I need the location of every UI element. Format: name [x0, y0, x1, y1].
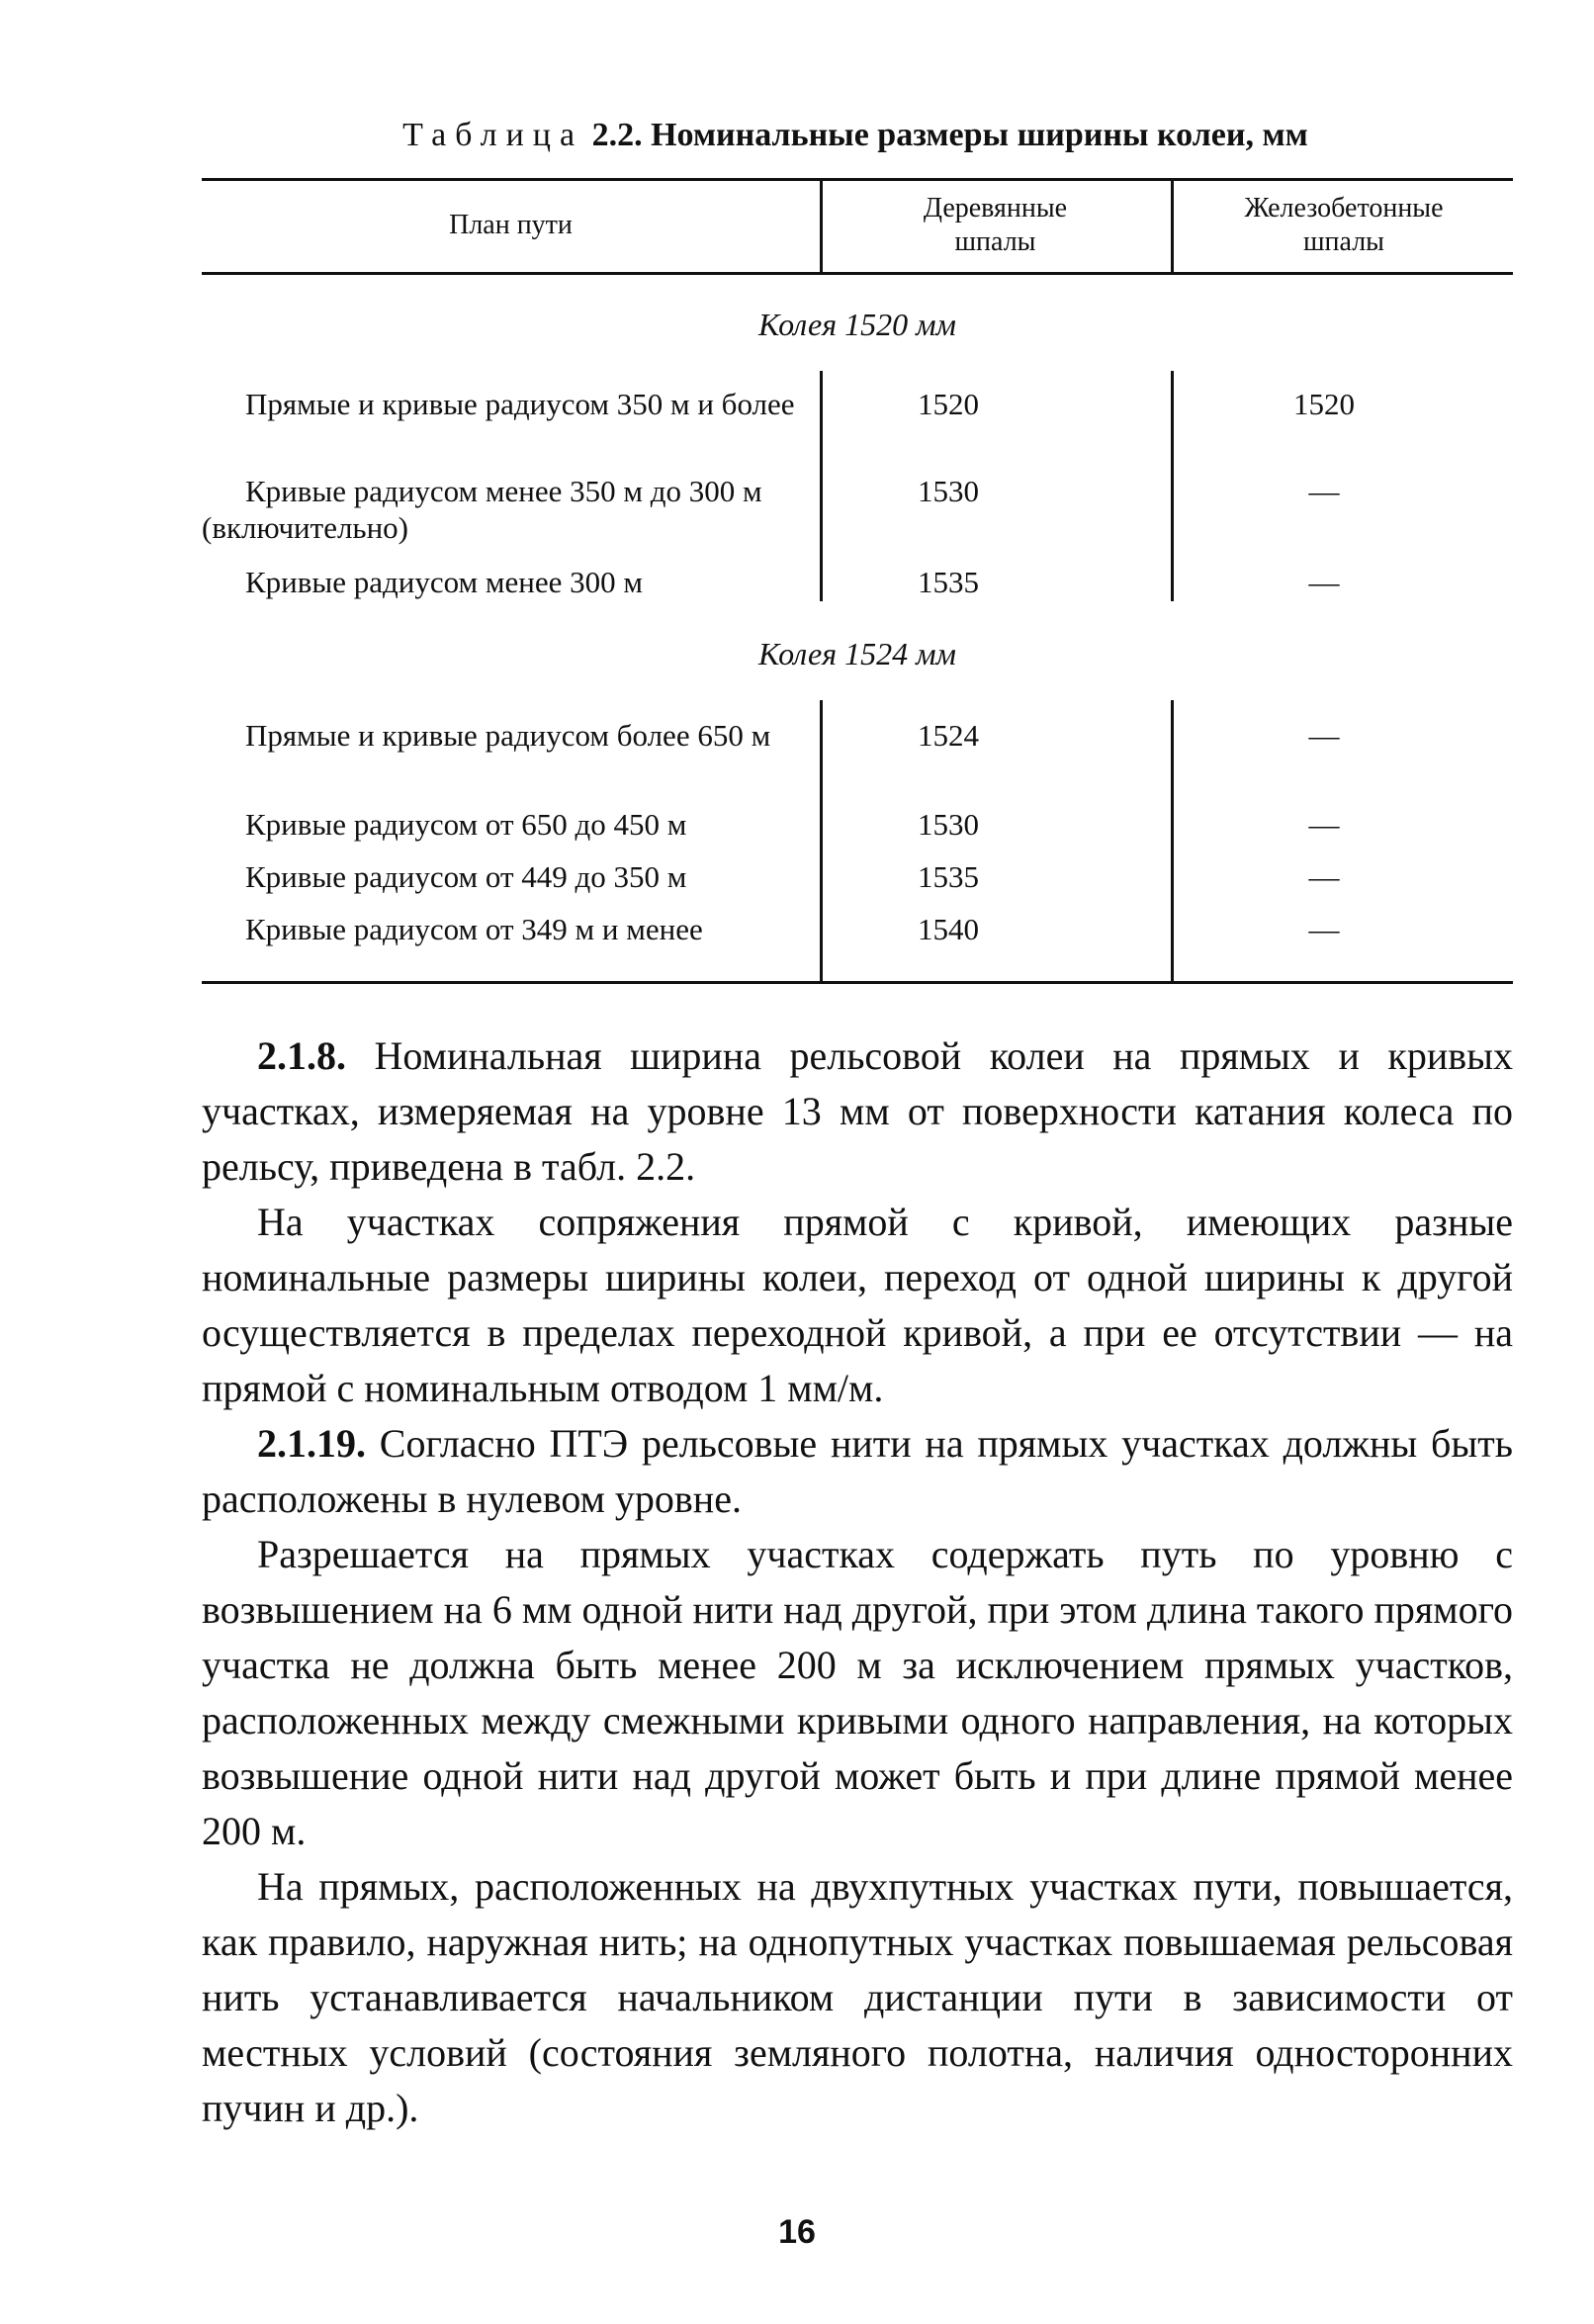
cell-concrete: —: [1308, 565, 1340, 599]
row-label: Кривые радиусом менее 300 м: [245, 565, 644, 599]
cell-wood: 1535: [918, 565, 979, 599]
paragraph-text: Разрешается на прямых участках содержать путь по уровню с возвышением на 6 мм одной нити над другой, при этом длина такого прямого участка не должна быть менее 200 м за исключением прямых участков, расположенных между смежными кривыми одного направления, на которых возвышение одной нити над другой может быть и при длине прямой менее 200 м.: [202, 1532, 1513, 1853]
header-separator: [1171, 178, 1174, 272]
header-separator: [820, 178, 823, 272]
header-concrete-sleepers-label: Железобетонные шпалы: [1244, 192, 1444, 257]
table-caption-label: Таблица: [402, 117, 584, 153]
section-title: Колея 1520 мм: [758, 307, 956, 342]
row-label: Прямые и кривые радиусом 350 м и более: [245, 387, 795, 421]
paragraph-text: Согласно ПТЭ рельсовые нити на прямых участках должны быть расположены в нулевом уровне.: [202, 1421, 1513, 1521]
row-label: Прямые и кривые радиусом более 650 м: [245, 718, 771, 753]
cell-concrete: —: [1308, 474, 1340, 508]
header-concrete-sleepers: [1176, 178, 1512, 272]
paragraph-text: Номинальная ширина рельсовой колеи на прямых и кривых участках, измеряемая на уровне 13 мм от поверхности катания колеса по рельсу, приведена в табл. 2.2.: [202, 1033, 1513, 1189]
paragraph-text: На прямых, расположенных на двухпутных участках пути, повышается, как правило, наружная нить; на однопутных участках повышаемая рельсовая нить устанавливается начальником дистанции пути в зависимости от местных условий (состояния земляного полотна, наличия односторонних пучин и др.).: [202, 1864, 1513, 2130]
header-plan: План пути: [449, 209, 573, 240]
header-wood-sleepers: [825, 178, 1166, 272]
row-label: Кривые радиусом от 349 м и менее: [245, 912, 703, 946]
paragraph: [202, 1416, 1513, 1527]
header-wood-sleepers-label: Деревянные шпалы: [923, 192, 1068, 257]
cell-wood: 1524: [918, 718, 979, 753]
cell-wood: 1530: [918, 474, 979, 508]
paragraph: [202, 1028, 1513, 1195]
cell-wood: 1530: [918, 807, 979, 842]
cell-concrete: —: [1308, 807, 1340, 842]
body-text: [202, 1028, 1513, 2136]
table-header-rule: [202, 272, 1513, 275]
cell-concrete: —: [1308, 718, 1340, 753]
gauge-table: [202, 178, 1513, 984]
cell-concrete: 1520: [1293, 387, 1355, 421]
table-bottom-rule: [202, 981, 1513, 984]
paragraph: [202, 1195, 1513, 1416]
row-label: Кривые радиусом от 650 до 450 м: [245, 807, 687, 842]
cell-wood: 1540: [918, 912, 979, 946]
cell-concrete: —: [1308, 912, 1340, 946]
cell-concrete: —: [1308, 859, 1340, 894]
cell-wood: 1535: [918, 859, 979, 894]
table-caption: [198, 117, 1513, 154]
paragraph: [202, 1527, 1513, 1859]
row-label: Кривые радиусом от 449 до 350 м: [245, 859, 687, 894]
cell-wood: 1520: [918, 387, 979, 421]
table-caption-title: 2.2. Номинальные размеры ширины колеи, мм: [591, 117, 1308, 153]
paragraph-text: На участках сопряжения прямой с кривой, имеющих разные номинальные размеры ширины колеи, переход от одной ширины к другой осуществляется в пределах переходной кривой, а при ее отсутствии — на прямой с номинальным отводом 1 мм/м.: [202, 1200, 1513, 1410]
clause-number: 2.1.19.: [257, 1421, 366, 1466]
section-title: Колея 1524 мм: [758, 636, 956, 671]
paragraph: [202, 1859, 1513, 2136]
clause-number: 2.1.8.: [257, 1033, 346, 1078]
row-label: Кривые радиусом менее 350 м до 300 м (включительно): [202, 474, 762, 545]
page-number: 16: [778, 2213, 816, 2251]
